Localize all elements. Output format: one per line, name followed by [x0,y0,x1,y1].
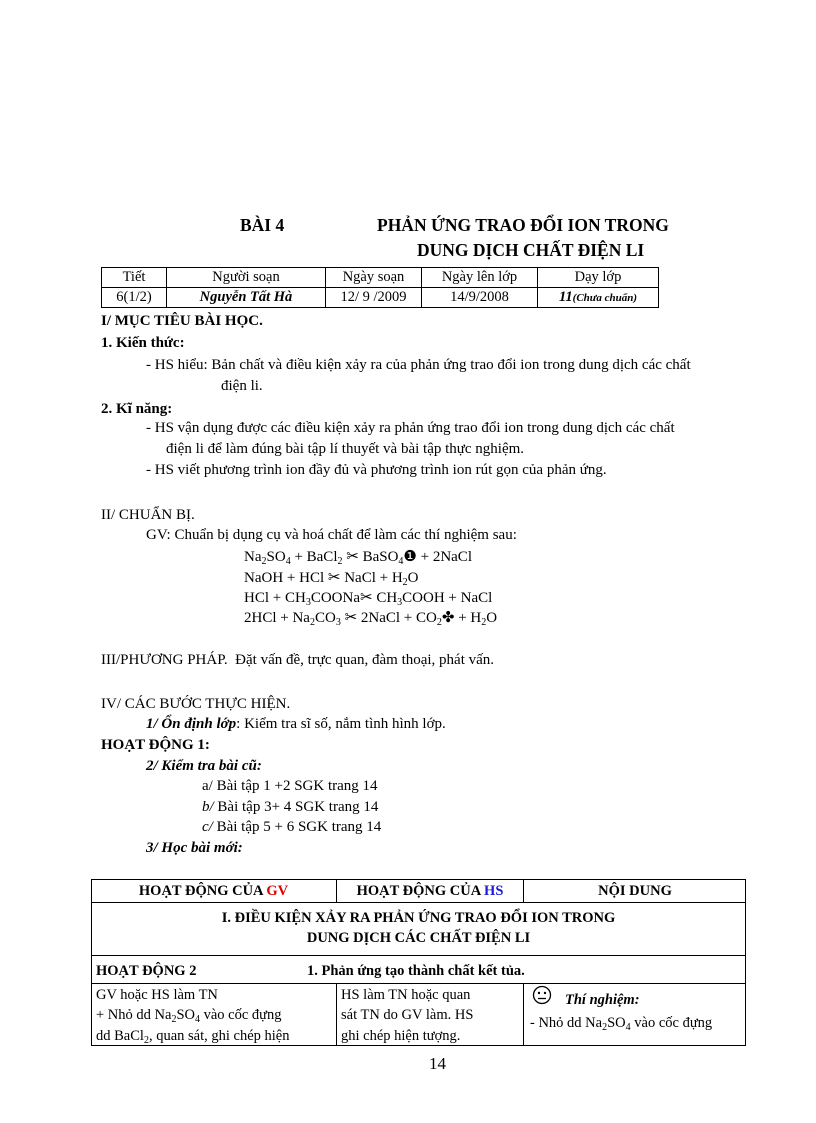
lesson-number: BÀI 4 [240,215,285,235]
content-line1: - Nhỏ dd $Na_2SO_4$ vào cốc đựng [530,1015,713,1033]
col-header-hs: HOẠT ĐỘNG CỦA HS [356,883,504,899]
day-lop-class: 11 [558,289,573,305]
header-nguoi-soan: Người soạn [167,268,326,288]
skills-line3: - HS viết phương trình ion đầy đủ và phương trình ion rút gọn của phản ứng. [146,462,607,478]
page-number: 14 [429,1054,446,1073]
equation-3: HCl + $CH_3COONa✂$ $CH_3COOH$ + NaCl [244,590,493,608]
skills-line1: - HS vận dụng được các điều kiện xảy ra phản ứng trao đổi ion trong dung dịch các chất [146,420,675,436]
value-tiet: 6(1/2) [102,288,167,308]
value-ngay-len-lop: 14/9/2008 [422,288,538,308]
knowledge-line1: - HS hiểu: Bản chất và điều kiện xảy ra của phản ứng trao đổi ion trong dung dịch các chất [146,357,691,373]
lesson-title-line2: DUNG DỊCH CHẤT ĐIỆN LI [417,240,645,260]
info-table-value-row [102,288,659,308]
arrow-icon: ✂ [327,570,341,586]
gv-line3: dd BaCl$_2$, quan sát, ghi chép hiện [96,1028,290,1046]
lesson-info-table [101,267,659,308]
hs-line3: ghi chép hiện tượng. [341,1028,461,1044]
gv-prep-line: GV: Chuẩn bị dụng cụ và hoá chất để làm các thí nghiệm sau: [146,527,517,543]
step2-label: 2/ Kiểm tra bài cũ: [146,758,262,774]
section4-heading: IV/ CÁC BƯỚC THỰC HIỆN. [101,696,291,712]
section-title-line1: I. ĐIỀU KIỆN XẢY RA PHẢN ỨNG TRAO ĐỔI ION TRONG [221,910,616,926]
exercise-b: b/ Bài tập 3+ 4 SGK trang 14 [202,799,379,815]
equation-4: $2HCl + Na_2CO_3$ ✂ 2NaCl + $CO_2✤ + H_2O$ [244,610,498,628]
lesson-title-line1: PHẢN ỨNG TRAO ĐỔI ION TRONG [377,215,669,235]
hs-line2: sát TN do GV làm. HS [341,1007,474,1023]
section2-heading: II/ CHUẨN BỊ. [101,507,195,523]
header-ngay-soan: Ngày soạn [326,268,422,288]
step1-label: 1/ Ổn định lớp [146,716,237,732]
exercise-a: a/ Bài tập 1 +2 SGK trang 14 [202,778,378,794]
arrow-icon: ✂ [359,590,373,606]
activity1-heading: HOẠT ĐỘNG 1: [101,737,210,753]
gv-line1: GV hoặc HS làm TN [96,987,218,1003]
section3-heading: III/PHƯƠNG PHÁP. [101,652,228,668]
step1-text: : Kiểm tra sĩ số, nắm tình hình lớp. [236,716,446,732]
step1-line [146,716,446,733]
equation-1: $Na_2SO_4$ + BaCl$_2$ ✂ BaSO$_4$❶ + 2NaCl [244,549,472,567]
activity2-label: HOẠT ĐỘNG 2 [96,963,197,979]
header-tiet: Tiết [102,268,167,288]
precipitate-icon: ❶ [403,549,417,565]
section-title-line2: DUNG DỊCH CÁC CHẤT ĐIỆN LI [306,930,531,946]
hs-line1: HS làm TN hoặc quan [341,987,471,1003]
value-day-lop [538,288,659,308]
knowledge-heading: 1. Kiến thức: [101,335,185,351]
exercise-c: c/ Bài tập 5 + 6 SGK trang 14 [202,819,382,835]
skills-heading: 2. Kĩ năng: [101,401,173,417]
value-nguoi-soan: Nguyễn Tất Hà [167,288,326,308]
section3-text: Đặt vấn đề, trực quan, đàm thoại, phát vấn. [235,652,495,668]
col-header-gv: HOẠT ĐỘNG CỦA GV [138,883,289,899]
day-lop-note: (Chưa chuẩn) [572,292,638,304]
col-header-content: NỘI DUNG [598,883,672,899]
header-ngay-len-lop: Ngày lên lớp [422,268,538,288]
equation-2: NaOH + HCl ✂ NaCl + $H_2O$ [244,570,419,588]
gv-line2: + Nhỏ dd $Na_2SO_4$ vào cốc đựng [96,1007,282,1025]
header-day-lop: Dạy lớp [538,268,659,288]
content-heading: Thí nghiệm: [565,992,640,1008]
arrow-icon: ✂ [342,549,363,565]
info-table-header-row [102,268,659,288]
smiley-icon [532,985,552,1010]
step3-label: 3/ Học bài mới: [146,840,243,856]
arrow-icon: ✂ [340,610,361,626]
knowledge-line2: điện li. [221,378,263,394]
section1-heading: I/ MỤC TIÊU BÀI HỌC. [101,313,263,329]
section3-line [101,652,494,669]
skills-line2: điện li để làm đúng bài tập lí thuyết và bài tập thực nghiệm. [166,441,525,457]
value-ngay-soan: 12/ 9 /2009 [326,288,422,308]
gas-icon: ✤ [441,610,455,626]
subsection-title: 1. Phản ứng tạo thành chất kết tủa. [307,963,525,979]
